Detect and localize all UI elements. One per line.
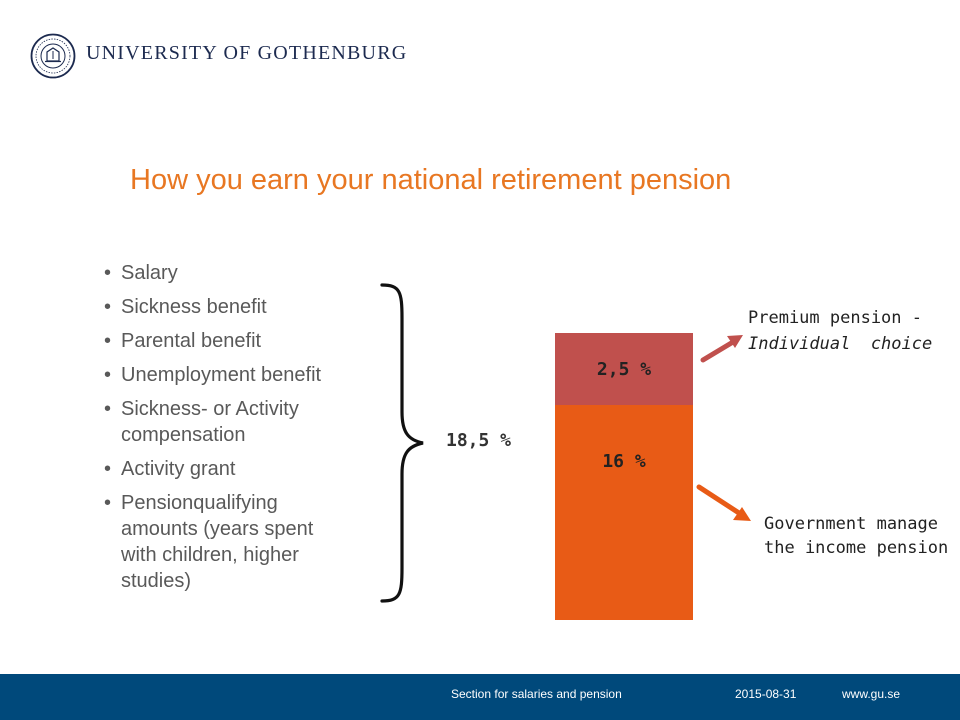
right-curly-brace: [378, 282, 428, 604]
list-item: • Unemployment benefit: [104, 362, 354, 388]
income-pension-bar: [555, 405, 693, 620]
slide-title: How you earn your national retirement pension: [130, 164, 732, 196]
income-share-label: 16 %: [602, 451, 646, 472]
footer-date: 2015-08-31: [735, 687, 797, 701]
government-note: Government manage the income pension: [764, 514, 949, 558]
total-contribution-label: 18,5 %: [446, 430, 512, 451]
arrow-down-right-icon: [695, 482, 755, 524]
premium-pension-bar: [555, 333, 693, 405]
income-sources-list: [104, 260, 354, 602]
premium-pension-note: [748, 305, 960, 357]
list-item: • Activity grant: [104, 456, 354, 482]
university-seal-icon: [30, 33, 76, 79]
footer-bar: [0, 674, 960, 720]
list-item: • Pensionqualifying amounts (years spent with children, higher studies): [104, 490, 354, 594]
footer-url[interactable]: www.gu.se: [842, 687, 901, 701]
list-item: • Sickness benefit: [104, 294, 354, 320]
footer-section: Section for salaries and pension: [451, 687, 622, 701]
arrow-up-right-icon: [700, 330, 745, 365]
premium-share-label: 2,5 %: [596, 358, 652, 380]
university-name: UNIVERSITY OF GOTHENBURG: [86, 42, 408, 64]
premium-note-line2: Individual choice: [748, 334, 933, 354]
list-item: • Salary: [104, 260, 354, 286]
list-item: • Parental benefit: [104, 328, 354, 354]
premium-note-line1: Premium pension -: [748, 308, 922, 328]
list-item: • Sickness- or Activity compensation: [104, 396, 354, 448]
